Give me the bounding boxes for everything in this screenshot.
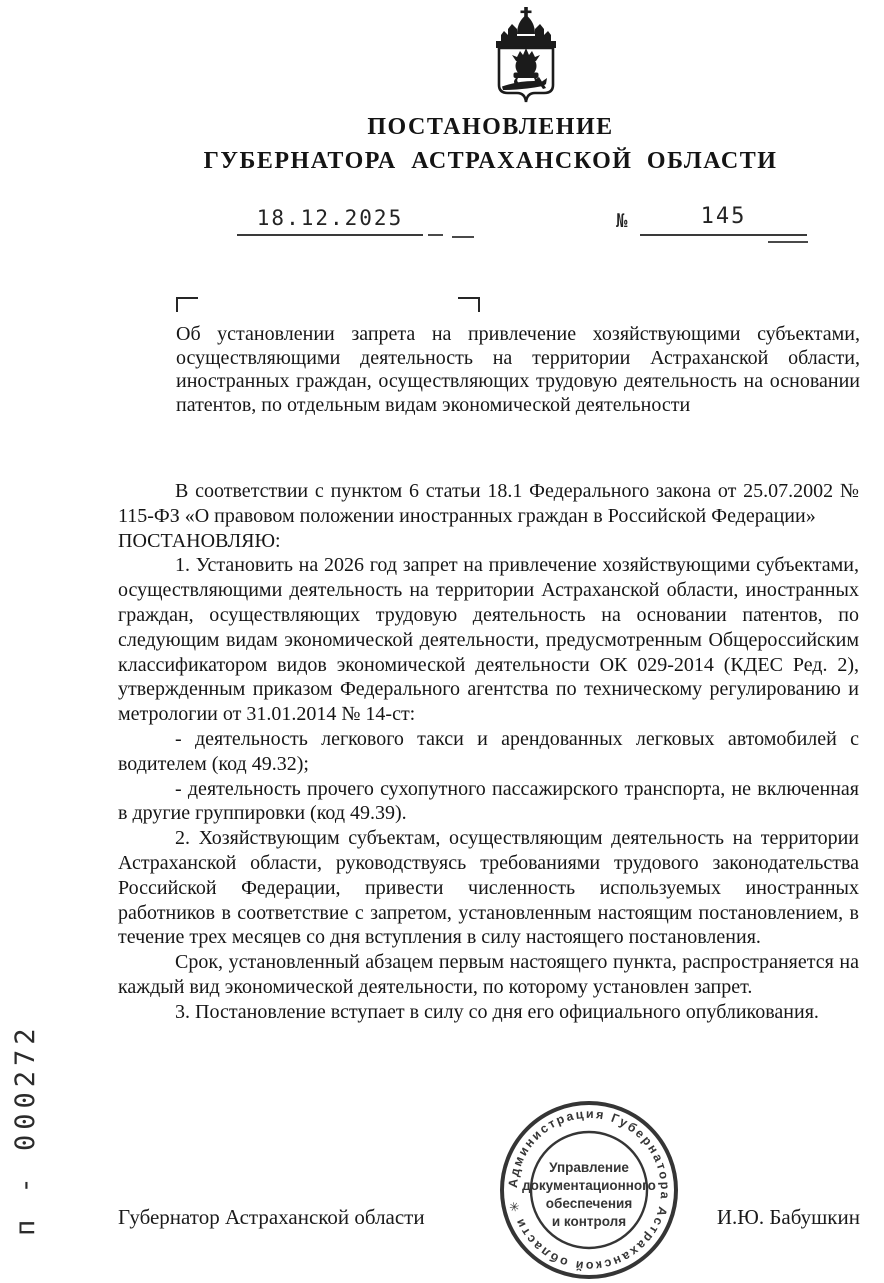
paragraph-1: 1. Установить на 2026 год запрет на привлечение хозяйствующими субъектами, осуществляющими деятельность на территории Астраханской области, иностранных граждан, осуществляющих трудовую деятельность на основании патентов, по следующим видам экономической деятельности, предусмотренным Общероссийским классификатором видов экономической деятельности ОК 029-2014 (КДЕС Ред. 2), утвержденным приказом Федерального агентства по техническому регулированию и метрологии от 31.01.2014 № 14-ст: — [118, 554, 859, 726]
stamp-center-line-2: документационного — [522, 1178, 656, 1193]
stamp-center-line-3: обеспечения — [545, 1196, 633, 1211]
paragraph-item-2: - деятельность прочего сухопутного пассажирского транспорта, не включенная в другие группировки (код 49.39). — [118, 777, 859, 825]
registration-code: п - 000272 — [10, 1023, 41, 1236]
number-underline — [640, 234, 807, 236]
subject-block — [176, 323, 860, 417]
paragraph-3: 3. Постановление вступает в силу со дня его официального опубликования. — [175, 1000, 819, 1023]
preamble: В соответствии с пунктом 6 статьи 18.1 Федерального закона от 25.07.2002 № 115-ФЗ «О правовом положении иностранных граждан в Российской Федерации» — [118, 480, 859, 527]
number-dash-mark — [768, 241, 808, 243]
resolution-word: ПОСТАНОВЛЯЮ: — [118, 529, 281, 552]
signer-position: Губернатор Астраханской области — [118, 1205, 425, 1229]
subject-text: Об установлении запрета на привлечение хозяйствующими субъектами, осуществляющими деятельность на территории Астраханской области, иностранных граждан, осуществляющих трудовую деятельность на основании патентов, по отдельным видам экономической деятельности — [176, 323, 860, 416]
paragraph-2-term: Срок, установленный абзацем первым настоящего пункта, распространяется на каждый вид экономической деятельности, по которому установлен запрет. — [118, 951, 859, 998]
body-text — [118, 479, 859, 1025]
stamp-center-line-1: Управление — [549, 1160, 629, 1175]
office-stamp — [496, 1097, 682, 1283]
paragraph-2: 2. Хозяйствующим субъектам, осуществляющим деятельность на территории Астраханской области, руководствуясь требованиями трудового законодательства Российской Федерации, привести численность используемых иностранных работников в соответствие с запретом, установленным настоящим постановлением, в течение трех месяцев со дня вступления в силу настоящего постановления. — [118, 827, 859, 949]
paragraph-item-1: - деятельность легкового такси и арендованных легковых автомобилей с водителем (код 49.32); — [118, 727, 859, 775]
date-dash-mark-2 — [452, 236, 474, 238]
signer-name: И.Ю. Бабушкин — [716, 1205, 860, 1229]
title-type: ПОСТАНОВЛЕНИЕ — [367, 114, 614, 140]
document-number: 145 — [700, 204, 747, 229]
number-sign: № — [616, 210, 628, 232]
stamp-ring-text: Администрация Губернатора Астраханской области ✳ — [505, 1106, 673, 1274]
date-dash-mark — [428, 234, 443, 236]
stamp-center-line-4: и контроля — [551, 1214, 627, 1229]
date-underline — [237, 234, 423, 236]
astrakhan-coat-of-arms-icon — [478, 6, 574, 110]
document-title — [118, 110, 863, 178]
signature-row — [118, 1205, 860, 1230]
document-date: 18.12.2025 — [256, 206, 404, 230]
title-issuer: ГУБЕРНАТОРА АСТРАХАНСКОЙ ОБЛАСТИ — [203, 148, 778, 174]
corner-mark-right-icon — [458, 297, 480, 312]
reference-row — [0, 200, 884, 250]
corner-mark-left-icon — [176, 297, 198, 312]
